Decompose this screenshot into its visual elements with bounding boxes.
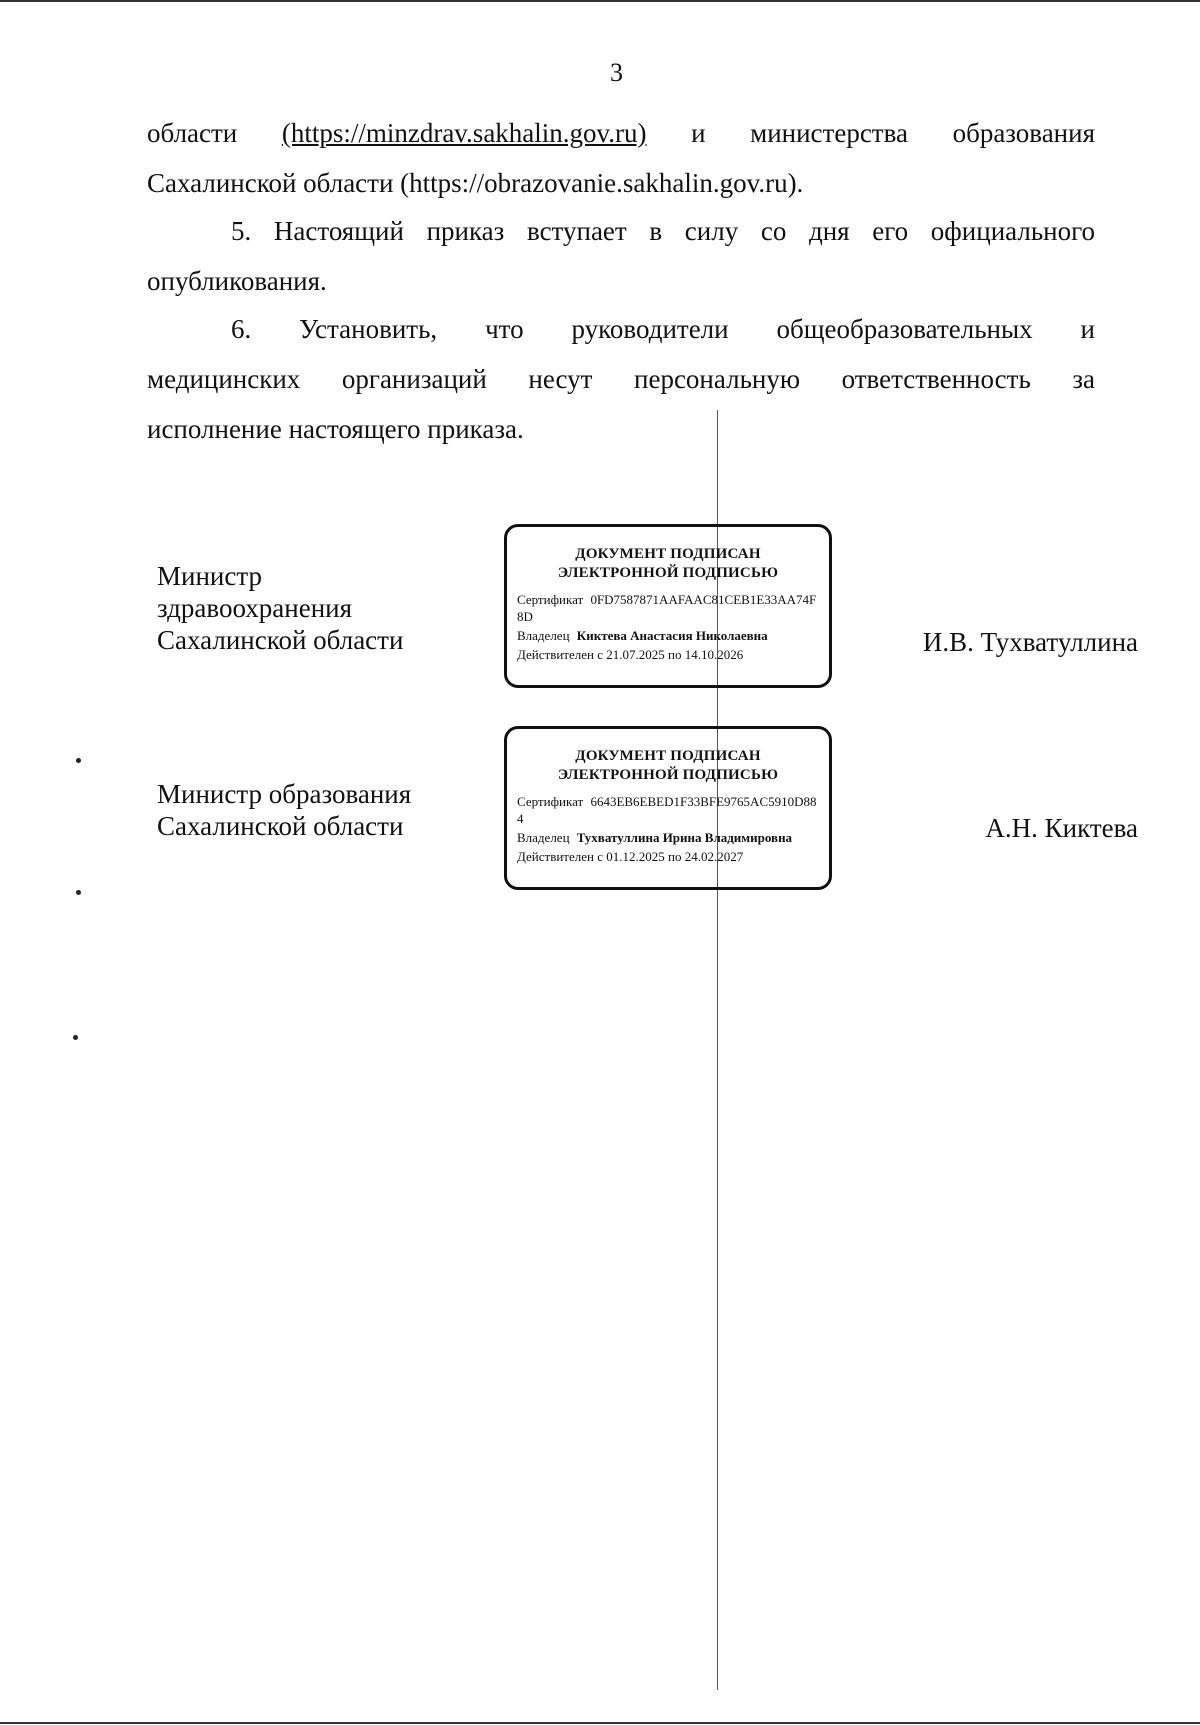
paragraph-line: исполнение настоящего приказа. bbox=[147, 414, 524, 444]
minzdrav-link[interactable]: (https://minzdrav.sakhalin.gov.ru) bbox=[281, 118, 647, 148]
text-fragment: министерства bbox=[750, 118, 908, 148]
scan-top-edge-line bbox=[0, 0, 1200, 2]
paragraph-line bbox=[147, 108, 1095, 158]
signatory-name: И.В. Тухватуллина bbox=[922, 627, 1138, 657]
stamp-validity-row: Действителен с 01.12.2025 по 24.02.2027 bbox=[517, 849, 744, 864]
signatory-title-education-minister bbox=[157, 778, 411, 842]
scan-speck bbox=[73, 1035, 78, 1040]
title-line: Министр образования bbox=[157, 779, 412, 809]
certificate-value: 6643EB6EBED1F33BFE9765AC5910D884 bbox=[517, 794, 817, 826]
paragraph-line: медицинских организаций несут персональную ответственность за bbox=[147, 364, 1095, 394]
owner-value: Киктева Анастасия Николаевна bbox=[576, 628, 768, 643]
stamp-owner-row bbox=[517, 627, 819, 644]
text-fragment: и bbox=[691, 118, 706, 148]
certificate-label: Сертификат bbox=[517, 592, 584, 607]
title-line: здравоохранения bbox=[157, 593, 353, 623]
stamp-owner-row bbox=[517, 829, 819, 846]
signatory-title-health-minister bbox=[157, 560, 403, 656]
paragraph-6 bbox=[147, 304, 1095, 454]
stamp-heading: ДОКУМЕНТ ПОДПИСАН bbox=[575, 748, 761, 764]
stamp-heading: ДОКУМЕНТ ПОДПИСАН bbox=[575, 546, 761, 562]
paragraph-line: 6. Установить, что руководители общеобразовательных и bbox=[231, 314, 1095, 344]
stamp-certificate-row bbox=[517, 793, 819, 827]
text-fragment: образования bbox=[952, 118, 1096, 148]
stamp-heading: ЭЛЕКТРОННОЙ ПОДПИСЬЮ bbox=[557, 565, 779, 581]
text-fragment: области bbox=[147, 118, 238, 148]
electronic-signature-stamp bbox=[504, 524, 832, 688]
stamp-heading: ЭЛЕКТРОННОЙ ПОДПИСЬЮ bbox=[557, 767, 779, 783]
title-line: Сахалинской области bbox=[157, 625, 404, 655]
electronic-signature-stamp bbox=[504, 726, 832, 890]
certificate-label: Сертификат bbox=[517, 794, 584, 809]
paragraph-line: 5. Настоящий приказ вступает в силу со дня его официального bbox=[231, 216, 1095, 246]
scan-speck bbox=[76, 758, 81, 763]
paragraph-4-continuation bbox=[147, 108, 1095, 208]
certificate-value: 0FD7587871AAFAAC81CEB1E33AA74F8D bbox=[517, 592, 817, 624]
owner-label: Владелец bbox=[517, 628, 570, 643]
scan-bottom-edge-line bbox=[0, 1722, 1200, 1724]
stamp-validity-row: Действителен с 21.07.2025 по 14.10.2026 bbox=[517, 647, 744, 662]
scan-speck bbox=[76, 890, 81, 895]
title-line: Министр bbox=[157, 561, 262, 591]
stamp-certificate-row bbox=[517, 591, 819, 625]
title-line: Сахалинской области bbox=[157, 811, 404, 841]
owner-label: Владелец bbox=[517, 830, 570, 845]
owner-value: Тухватуллина Ирина Владимировна bbox=[576, 830, 793, 845]
paragraph-line: опубликования. bbox=[147, 266, 327, 296]
paragraph-line: Сахалинской области (https://obrazovanie.sakhalin.gov.ru). bbox=[147, 168, 804, 198]
paragraph-5 bbox=[147, 206, 1095, 306]
page-number: 3 bbox=[610, 58, 623, 87]
signatory-name: А.Н. Киктева bbox=[985, 813, 1138, 843]
